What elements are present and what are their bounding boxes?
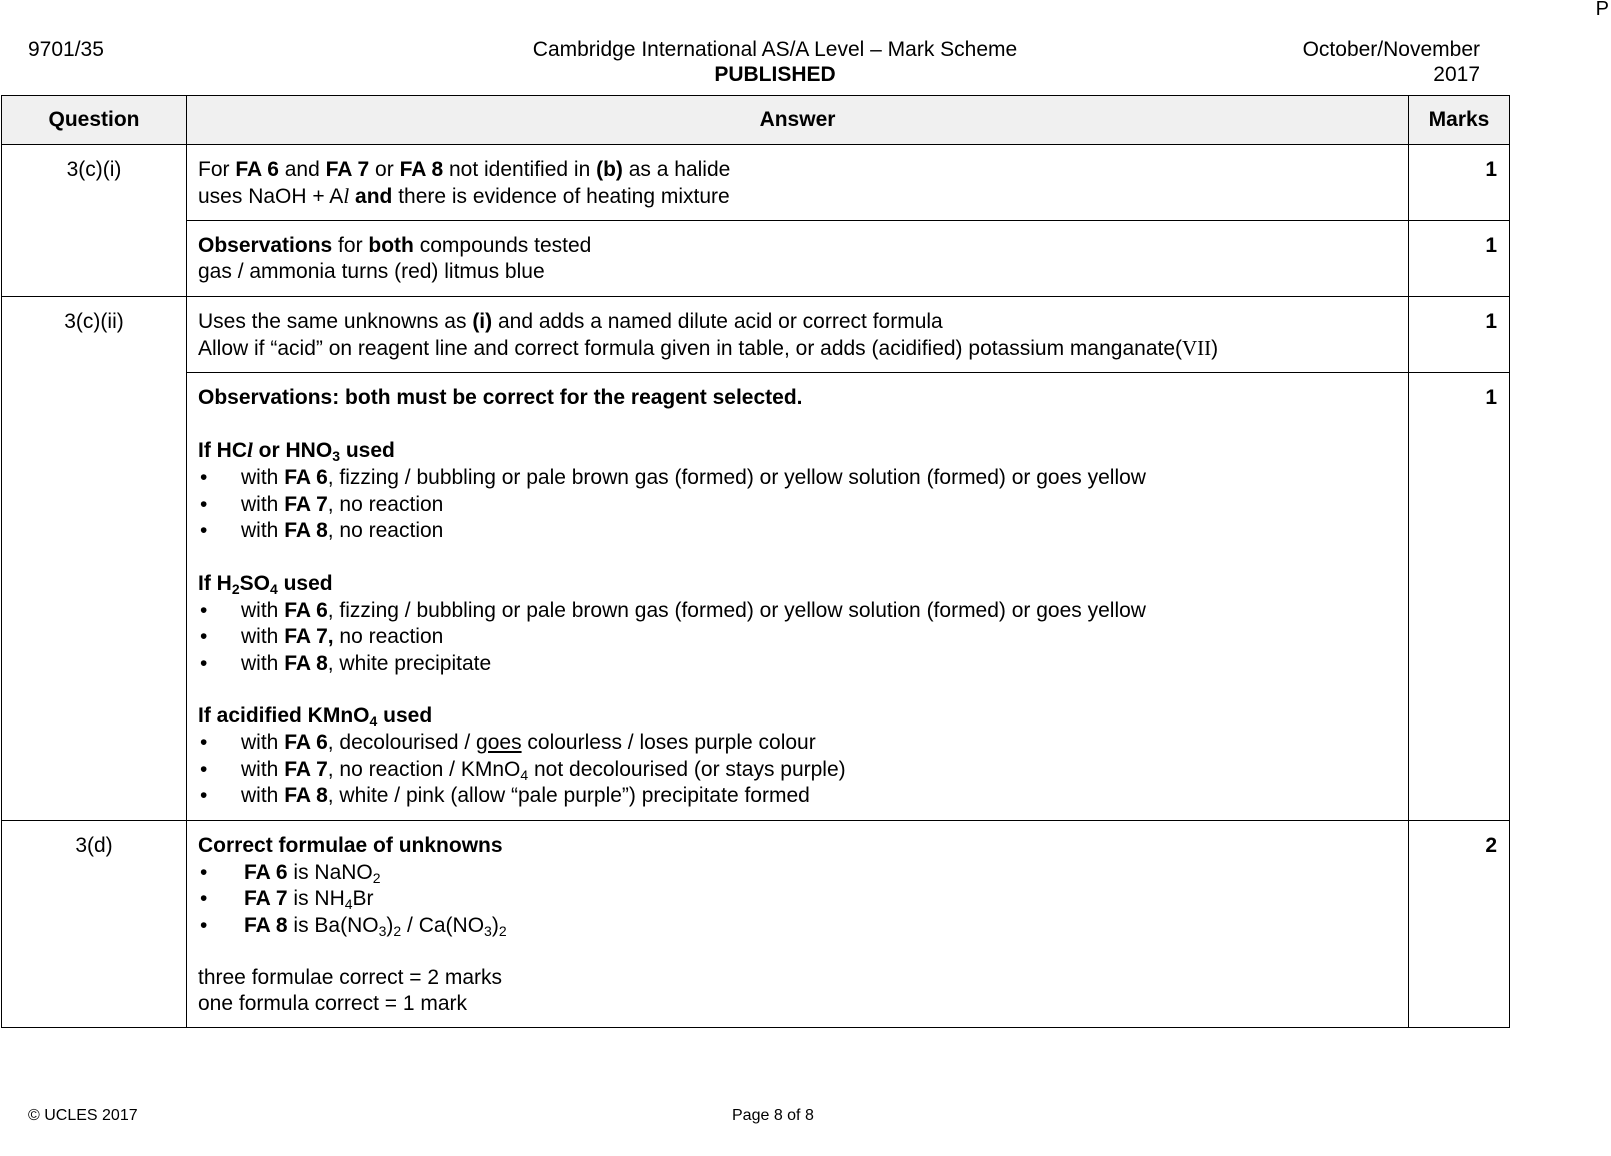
table-header-row [2, 96, 1510, 145]
formulae-list [198, 860, 1397, 940]
table-row [2, 297, 1510, 373]
answer-line: For FA 6 and FA 7 or FA 8 not identified in (b) as a halide [198, 158, 731, 181]
marks-column-header: Marks [1409, 96, 1510, 145]
answer-cell [187, 820, 1409, 1028]
list-item: • FA 8 is $Ba(NO_3)_2 / Ca(NO_3)_2$ [198, 913, 1397, 940]
answer-line: gas / ammonia turns (red) litmus blue [198, 260, 545, 283]
list-item: • FA 7 is $NH_4Br$ [198, 886, 1397, 913]
answer-line: Uses the same unknowns as (i) and adds a named dilute acid or correct formula [198, 310, 943, 333]
marks-value: 1 [1409, 297, 1510, 373]
question-number: 3(c)(ii) [2, 297, 187, 821]
question-number: 3(c)(i) [2, 145, 187, 297]
exam-session [1303, 37, 1480, 87]
list-item: • with FA 7, no reaction / KMnO$_4$ not decolourised (or stays purple) [198, 757, 1397, 784]
marking-note: three formulae correct = 2 marks [198, 966, 503, 989]
answer-cell [187, 221, 1409, 297]
marks-value: 1 [1409, 373, 1510, 821]
marks-value: 1 [1409, 221, 1510, 297]
title-text: Cambridge International AS/A Level – Mark Scheme [532, 38, 1018, 61]
answer-column-header: Answer [187, 96, 1409, 145]
question-number: 3(d) [2, 820, 187, 1028]
marks-value: 1 [1409, 145, 1510, 221]
session-months: October/November [1302, 38, 1480, 61]
published-label: PUBLISHED [714, 63, 836, 86]
list-item: • with FA 7, no reaction [198, 492, 1397, 519]
list-item: • with FA 8, white / pink (allow “pale purple”) precipitate formed [198, 783, 1397, 810]
formulae-heading: Correct formulae of unknowns [198, 833, 503, 857]
mark-scheme-table [1, 95, 1510, 1028]
answer-cell [187, 297, 1409, 373]
question-column-header: Question [2, 96, 187, 145]
page-number: Page 8 of 8 [732, 1107, 814, 1124]
reagent-heading-kmno4: If acidified KMnO$_4$ used [198, 704, 433, 729]
list-item: • with FA 6, decolourised / goes colourless / loses purple colour [198, 730, 1397, 757]
reagent-heading-hcl: If HCl or $HNO_3$ used [198, 438, 395, 464]
list-item: • FA 6 is NaNO$_2$ [198, 860, 1397, 887]
table-row [2, 221, 1510, 297]
list-item: • with FA 6, fizzing / bubbling or pale brown gas (formed) or yellow solution (formed) or goes yellow [198, 465, 1397, 492]
list-item: • with FA 7, no reaction [198, 624, 1397, 651]
observation-list [198, 465, 1397, 545]
marks-value: 2 [1409, 820, 1510, 1028]
list-item: • with FA 6, fizzing / bubbling or pale brown gas (formed) or yellow solution (formed) or goes yellow [198, 598, 1397, 625]
corner-letter: P [1595, 0, 1609, 20]
answer-line: Observations for both compounds tested [198, 234, 592, 257]
session-year: 2017 [1433, 63, 1480, 86]
table-row [2, 820, 1510, 1028]
list-item: • with FA 8, white precipitate [198, 651, 1397, 678]
paper-code: 9701/35 [28, 38, 104, 61]
copyright-notice: © UCLES 2017 [28, 1107, 138, 1124]
answer-line: Allow if “acid” on reagent line and correct formula given in table, or adds (acidified) potassium manganate(VII) [198, 336, 1219, 360]
list-item: • with FA 8, no reaction [198, 518, 1397, 545]
marking-note: one formula correct = 1 mark [198, 992, 468, 1015]
answer-cell [187, 373, 1409, 821]
table-row [2, 373, 1510, 821]
observation-list [198, 730, 1397, 810]
answer-cell [187, 145, 1409, 221]
table-row [2, 145, 1510, 221]
answer-line: uses NaOH + Al and there is evidence of heating mixture [198, 184, 730, 208]
observation-list [198, 598, 1397, 678]
reagent-heading-h2so4: If $H_2SO_4$ used [198, 571, 333, 597]
observations-intro: Observations: both must be correct for the reagent selected. [198, 386, 803, 409]
